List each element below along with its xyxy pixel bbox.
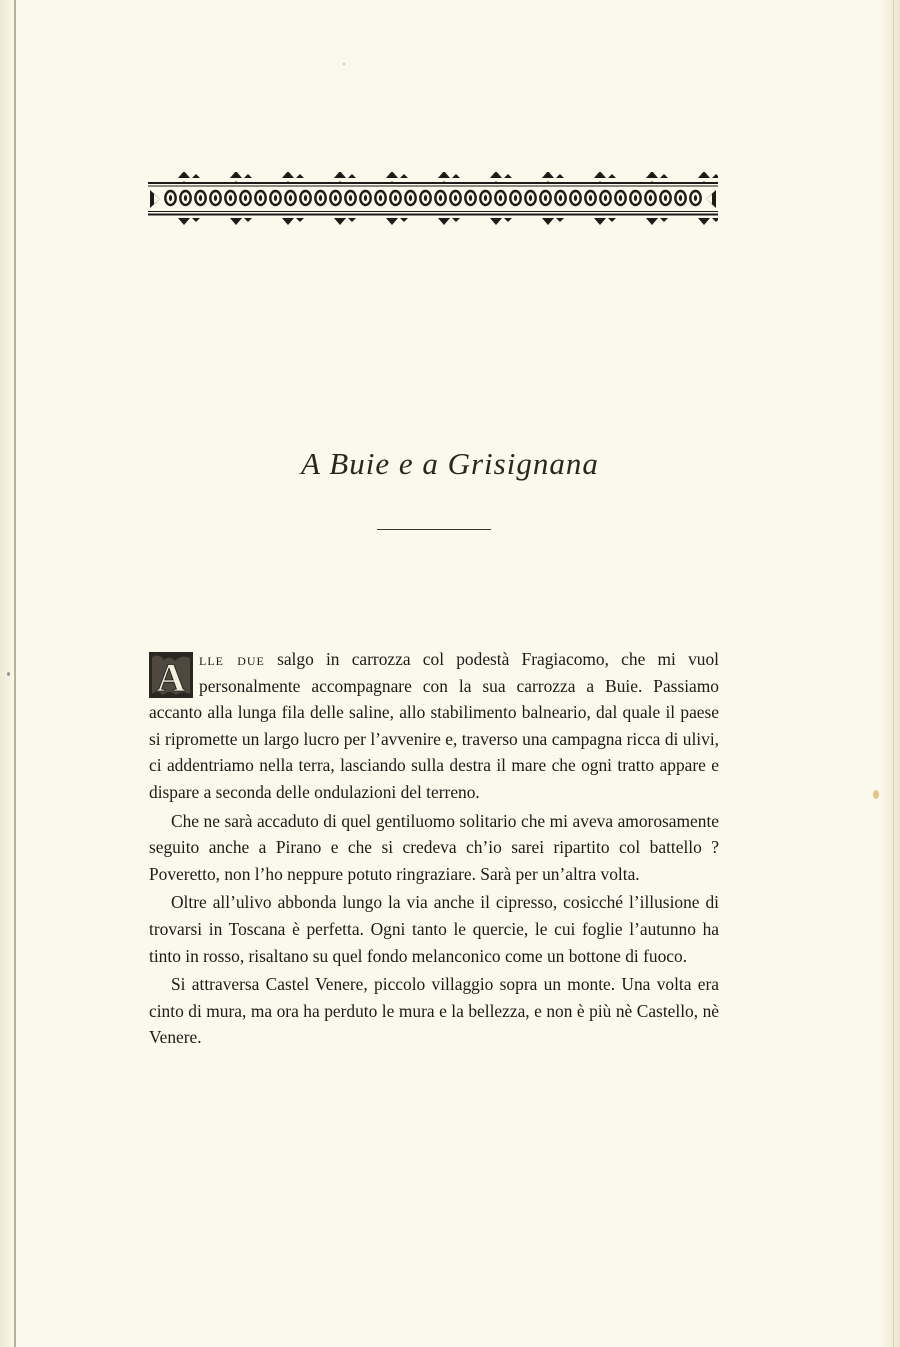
paper-stain bbox=[873, 790, 879, 799]
chapter-title: A Buie e a Grisignana bbox=[301, 446, 599, 481]
title-divider bbox=[377, 529, 491, 530]
page-right-edge bbox=[893, 0, 894, 1347]
paragraph-1-text: salgo in carrozza col podestà Fragiacomo, che mi vuol personalmente accompagnare con la sua carrozza a Buie. Passiamo accanto alla lunga fila delle saline, allo stabilimento balneario, dal quale il paese si ripromette un largo lucro per l’avvenire e, traverso una campagna ricca di ulivi, ci addentriamo nella terra, lasciando sulla destra il mare che ogni tratto appare e dispare a seconda delle ondulazioni del terreno. bbox=[149, 649, 719, 802]
svg-text:A: A bbox=[156, 655, 186, 698]
body-text bbox=[149, 646, 719, 1051]
paragraph-3: Oltre all’ulivo abbonda lungo la via anche il cipresso, cosicché l’illusione di trovarsi in Toscana è perfetta. Ogni tanto le quercie, le cui foglie l’autunno ha tinto in rosso, risaltano su quel fondo melanconico come un bottone di fuoco. bbox=[149, 892, 719, 966]
paper-speck bbox=[7, 672, 10, 676]
paragraph-1 bbox=[149, 646, 719, 806]
decorative-header-ornament bbox=[148, 168, 718, 230]
paragraph-4: Si attraversa Castel Venere, piccolo villaggio sopra un monte. Una volta era cinto di mura, ma ora ha perduto le mura e la bellezza, e non è più nè Castello, nè Venere. bbox=[149, 974, 719, 1048]
paper-speck bbox=[343, 63, 345, 65]
drop-cap-initial bbox=[149, 652, 193, 698]
paragraph-lead-words: lle due bbox=[199, 649, 265, 669]
page-binding-edge bbox=[14, 0, 16, 1347]
paragraph-2: Che ne sarà accaduto di quel gentiluomo solitario che mi aveva amorosamente seguito anche a Pirano e che si credeva ch’io sarei ripartito col battello ? Poveretto, non l’ho neppure potuto ringraziare. Sarà per un’altra volta. bbox=[149, 810, 719, 884]
